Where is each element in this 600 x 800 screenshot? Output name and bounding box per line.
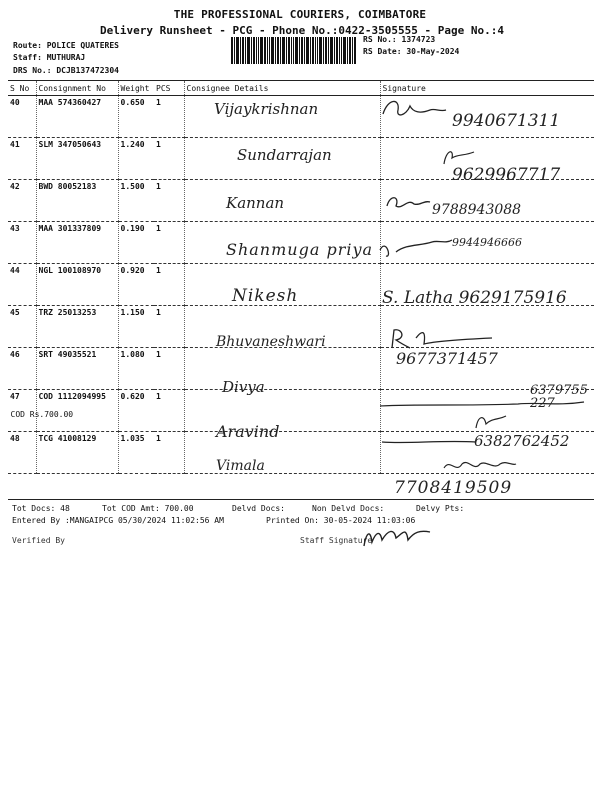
table-header-row	[8, 81, 594, 96]
handwritten-phone: 9677371457	[396, 349, 498, 368]
handwritten-phone: 9629967717	[452, 165, 561, 185]
row-consignment: MAA 574360427	[36, 96, 118, 138]
row-pcs: 1	[154, 180, 184, 222]
barcode-image	[231, 37, 356, 64]
handwritten-name: Vijaykrishnan	[214, 100, 319, 118]
col-header-weight: Weight	[118, 81, 154, 96]
staff-signature-scribble	[360, 524, 440, 550]
handwritten-phone: S. Latha 9629175916	[382, 288, 567, 308]
company-title: THE PROFESSIONAL COURIERS, COIMBATORE	[173, 8, 427, 21]
col-header-signature: Signature	[380, 81, 594, 96]
row-consignment: NGL 100108970	[36, 264, 118, 306]
printed-on: Printed On: 30-05-2024 11:03:06	[266, 516, 416, 525]
handwritten-name: Kannan	[226, 194, 285, 212]
handwritten-name: Divya	[222, 378, 265, 396]
row-sno: 48	[8, 432, 36, 474]
signature-scribble	[440, 456, 520, 478]
handwritten-phone: 9940671311	[452, 111, 561, 131]
row-consignment: TCG 41008129	[36, 432, 118, 474]
rs-date: RS Date: 30-May-2024	[363, 47, 460, 56]
row-consignment-number: COD 1112094995	[38, 392, 106, 401]
row-sno: 45	[8, 306, 36, 348]
row-pcs: 1	[154, 306, 184, 348]
drs-number: DRS No.: DCJB137472304	[13, 66, 119, 75]
row-pcs: 1	[154, 138, 184, 180]
signature-scribble	[380, 426, 480, 450]
row-sno: 46	[8, 348, 36, 390]
handwritten-name: Sundarrajan	[237, 146, 332, 164]
delivery-points: Delvy Pts:	[416, 504, 465, 513]
row-pcs: 1	[154, 222, 184, 264]
row-consignee	[184, 348, 380, 390]
entered-by: Entered By :MANGAIPCG 05/30/2024 11:02:56 AM	[12, 516, 224, 525]
row-weight: 1.240	[118, 138, 154, 180]
row-weight: 1.080	[118, 348, 154, 390]
row-weight: 0.650	[118, 96, 154, 138]
col-header-consignment: Consignment No	[36, 81, 118, 96]
row-pcs: 1	[154, 432, 184, 474]
row-sno: 42	[8, 180, 36, 222]
sheet-title: Delivery Runsheet - PCG - Phone No.:0422-3505555 - Page No.:4	[100, 24, 504, 37]
row-sno: 47	[8, 390, 36, 432]
row-consignee	[184, 432, 380, 474]
row-consignment: BWD 80052183	[36, 180, 118, 222]
col-header-pcs: PCS	[154, 81, 184, 96]
row-sno: 43	[8, 222, 36, 264]
handwritten-name: Aravind	[216, 422, 280, 441]
handwritten-name: Nikesh	[232, 286, 299, 306]
handwritten-phone: 9788943088	[432, 202, 522, 218]
handwritten-phone: 6379755227	[530, 383, 588, 411]
row-sno: 40	[8, 96, 36, 138]
row-pcs: 1	[154, 390, 184, 432]
signature-scribble	[380, 96, 450, 126]
table-row	[8, 348, 594, 390]
handwritten-phone: 7708419509	[394, 478, 513, 498]
verified-by: Verified By	[12, 536, 65, 545]
row-consignment: MAA 301337809	[36, 222, 118, 264]
row-consignment: SLM 347050643	[36, 138, 118, 180]
delivered-docs: Delvd Docs:	[232, 504, 285, 513]
row-sno: 41	[8, 138, 36, 180]
row-cod-note: COD Rs.700.00	[10, 410, 74, 419]
row-sno: 44	[8, 264, 36, 306]
total-cod-amount: Tot COD Amt: 700.00	[102, 504, 194, 513]
row-weight: 1.150	[118, 306, 154, 348]
signature-scribble	[384, 192, 434, 214]
row-pcs: 1	[154, 348, 184, 390]
row-weight: 0.920	[118, 264, 154, 306]
row-weight: 1.035	[118, 432, 154, 474]
signature-scribble	[376, 236, 456, 262]
total-docs: Tot Docs: 48	[12, 504, 70, 513]
row-weight: 0.620	[118, 390, 154, 432]
row-consignment: TRZ 25013253	[36, 306, 118, 348]
row-weight: 0.190	[118, 222, 154, 264]
col-header-consignee: Consignee Details	[184, 81, 380, 96]
handwritten-name: Bhuvaneshwari	[216, 334, 326, 350]
route-label: Route: POLICE QUATERES	[13, 41, 119, 50]
handwritten-name: Vimala	[216, 458, 265, 474]
row-weight: 1.500	[118, 180, 154, 222]
non-delivered-docs: Non Delvd Docs:	[312, 504, 385, 513]
handwritten-name: Shanmuga priya	[226, 240, 374, 259]
rs-number: RS No.: 1374723	[363, 35, 436, 44]
footer-divider	[8, 499, 594, 500]
staff-label: Staff: MUTHURAJ	[13, 53, 86, 62]
row-consignment: SRT 49035521	[36, 348, 118, 390]
row-pcs: 1	[154, 264, 184, 306]
col-header-sno: S No	[8, 81, 36, 96]
handwritten-phone: 9944946666	[452, 236, 522, 249]
staff-signature-label: Staff Signature	[300, 536, 373, 545]
row-pcs: 1	[154, 96, 184, 138]
handwritten-phone: 6382762452	[474, 432, 570, 450]
row-consignee	[184, 390, 380, 432]
